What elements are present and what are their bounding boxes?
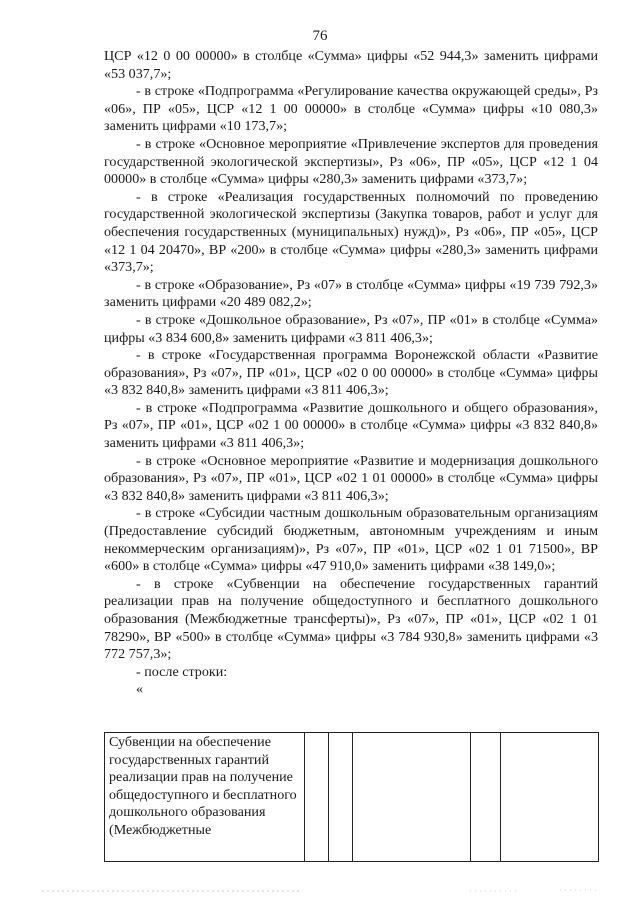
paragraph: - в строке «Образование», Рз «07» в столбце «Сумма» цифры «19 739 792,3» заменить цифрами «20 489 082,2»; [104,276,598,311]
budget-table [104,732,599,862]
table-cell-rz [305,733,329,862]
paragraph: ЦСР «12 0 00 00000» в столбце «Сумма» цифры «52 944,3» заменить цифрами «53 037,7»; [104,48,598,82]
open-quote: « [136,681,144,698]
paragraph: - в строке «Дошкольное образование», Рз «07», ПР «01» в столбце «Сумма» цифры «3 834 600,8» заменить цифрами «3 811 406,3»; [104,311,598,346]
table-cell-name [105,733,305,862]
document-body [104,48,598,699]
table-cell-pr [329,733,353,862]
paragraph: - в строке «Государственная программа Воронежской области «Развитие образования», Рз «07», ПР «01», ЦСР «02 0 00 00000» в столбце «Сумма» цифры «3 832 840,8» заменить цифрами «3 811 406,3»; [104,347,598,399]
paragraph: - в строке «Субвенции на обеспечение государственных гарантий реализации прав на получение общедоступного и бесплатного дошкольного образования (Межбюджетные трансферты)», Рз «07», ПР «01», ЦСР «02 1 01 78290», ВР «500» в столбце «Сумма» цифры «3 784 930,8» заменить цифрами «3 772 757,3»; [104,575,598,663]
paragraph: - в строке «Подпрограмма «Развитие дошкольного и общего образования», Рз «07», ПР «01», ЦСР «02 1 00 00000» в столбце «Сумма» цифры «3 832 840,8» заменить цифрами «3 811 406,3»; [104,399,598,452]
paragraph: - в строке «Реализация государственных полномочий по проведению государственной экологической экспертизы (Закупка товаров, работ и услуг для обеспечения государственных (муниципальных) нужд)», Рз «06», ПР «05», ЦСР «12 1 04 20470», ВР «200» в столбце «Сумма» цифры «280,3» заменить цифрами «373,7»; [104,188,598,276]
table-cell-csr [353,733,471,862]
paragraph: - после строки: [136,663,228,680]
paragraph: - в строке «Подпрограмма «Регулирование качества окружающей среды», Рз «06», ПР «05», ЦСР «12 1 00 00000» в столбце «Сумма» цифры «10 080,3» заменить цифрами «10 173,7»; [104,83,598,135]
paragraph: - в строке «Основное мероприятие «Привлечение экспертов для проведения государственной экологической экспертизы», Рз «06», ПР «05», ЦСР «12 1 04 00000» в столбце «Сумма» цифры «280,3» заменить цифрами «373,7»; [104,135,598,188]
table-cell-text: Субвенции на обеспечение государственных гарантий реализации прав на получение общедоступного и бесплатного дошкольного образования (Межбюджетные [109,734,297,838]
scan-artifacts [0,882,640,896]
paragraph: - в строке «Субсидии частным дошкольным образовательным организациям (Предоставление субсидий бюджетным, автономным учреждениям и иным некоммерческим организациям)», Рз «07», ПР «01», ЦСР «02 1 01 71500», ВР «600» в столбце «Сумма» цифры «47 910,0» заменить цифрами «38 149,0»; [104,505,598,575]
table-row [105,733,599,862]
page-number: 76 [312,28,328,44]
table-cell-sum [501,733,599,862]
table-cell-vr [471,733,501,862]
paragraph: - в строке «Основное мероприятие «Развитие и модернизация дошкольного образования», Рз «07», ПР «01», ЦСР «02 1 01 00000» в столбце «Сумма» цифры «3 832 840,8» заменить цифрами «3 811 406,3»; [104,452,598,504]
